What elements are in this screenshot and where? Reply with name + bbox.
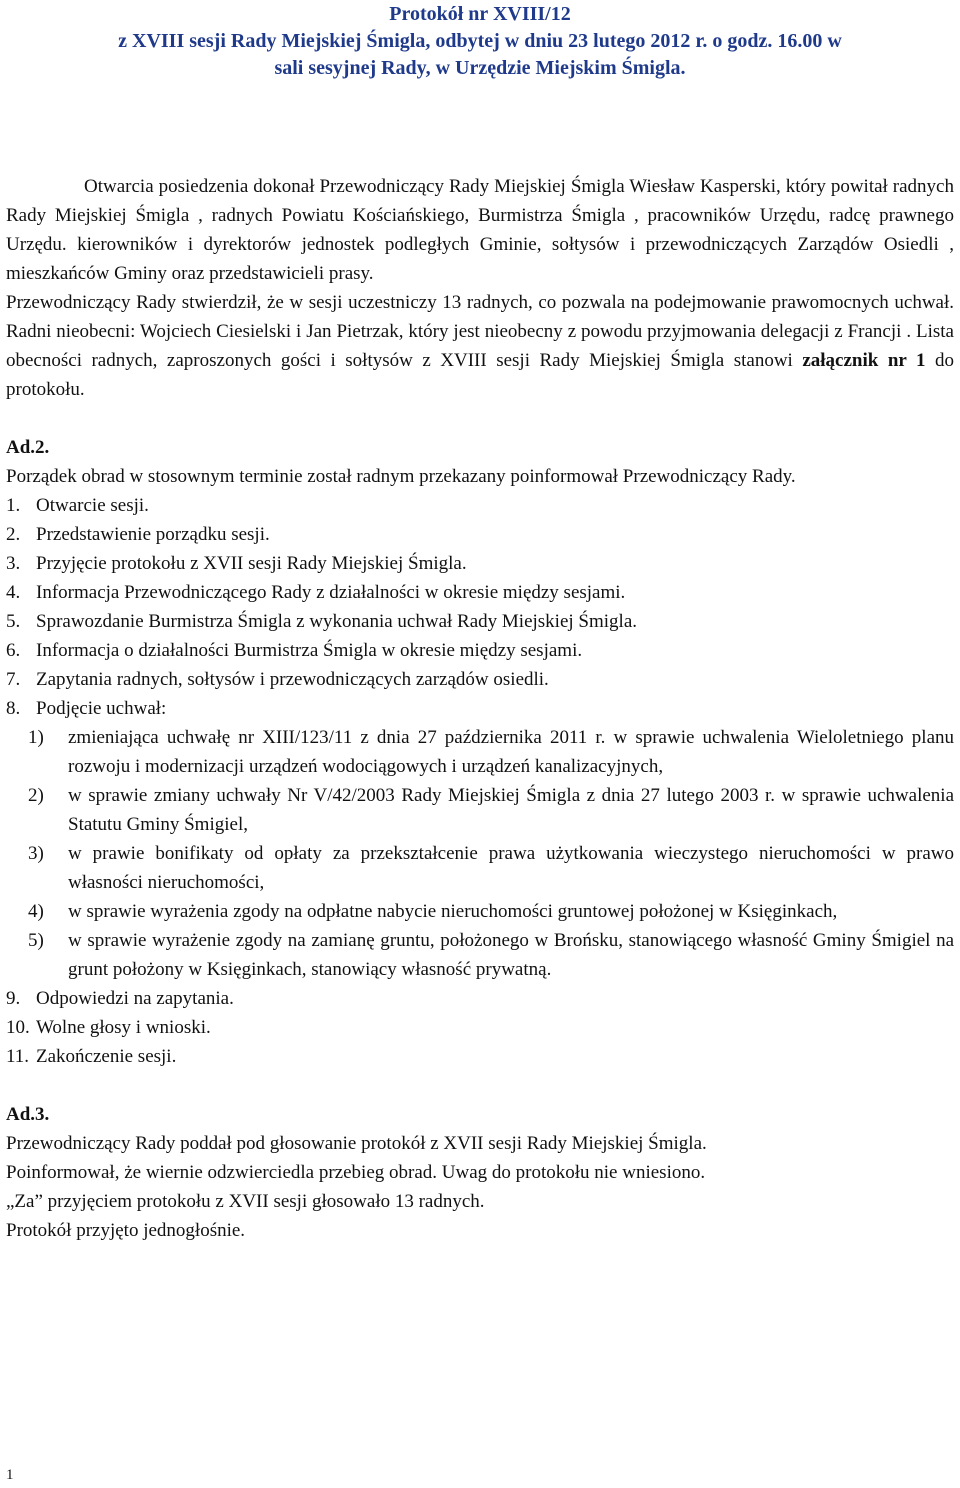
attachment-reference: załącznik nr 1 [802,350,926,371]
agenda-item: 5. Sprawozdanie Burmistrza Śmigla z wykonania uchwał Rady Miejskiej Śmigla. [6,611,638,632]
quorum-paragraph [6,288,954,404]
resolution-item: 4) w sprawie wyrażenia zgody na odpłatne nabycie nieruchomości gruntowej położonej w Księginkach, [28,901,838,922]
resolution-sublist [28,723,954,984]
ad3-line: Protokół przyjęto jednogłośnie. [6,1220,246,1241]
ad3-line: Poinformował, że wiernie odzwierciedla przebieg obrad. Uwag do protokołu nie wniesiono. [6,1162,706,1183]
spacer [6,404,954,433]
document-title [6,1,954,82]
intro-paragraph: Otwarcia posiedzenia dokonał Przewodniczący Rady Miejskiej Śmigla Wiesław Kasperski, który powitał radnych Rady Miejskiej Śmigla , radnych Powiatu Kościańskiego, Burmistrza Śmigla , pracowników Urzędu, radcę prawnego Urzędu. kierowników i dyrektorów jednostek podległych Gminie, sołtysów i przewodniczących Zarządów Osiedli , mieszkańców Gminy oraz przedstawicieli prasy. [6,176,954,284]
ad3-line: Przewodniczący Rady poddał pod głosowanie protokół z XVII sesji Rady Miejskiej Śmigla. [6,1133,707,1154]
agenda-item: 2. Przedstawienie porządku sesji. [6,524,270,545]
agenda-item: 1. Otwarcie sesji. [6,495,149,516]
agenda-item: 4. Informacja Przewodniczącego Rady z działalności w okresie między sesjami. [6,582,626,603]
title-line-3: sali sesyjnej Rady, w Urzędzie Miejskim Śmigla. [274,57,686,79]
ad2-heading: Ad.2. [6,437,50,458]
resolution-item: 3) w prawie bonifikaty od opłaty za przekształcenie prawa użytkowania wieczystego nieruchomości w prawo własności nieruchomości, [28,843,954,893]
agenda-item: 11. Zakończenie sesji. [6,1046,177,1067]
resolution-item: 2) w sprawie zmiany uchwały Nr V/42/2003 Rady Miejskiej Śmigla z dnia 27 lutego 2003 r. w sprawie uchwalenia Statutu Gminy Śmigiel, [28,785,954,835]
agenda-item: 3. Przyjęcie protokołu z XVII sesji Rady Miejskiej Śmigla. [6,553,467,574]
ad2-text: Porządek obrad w stosownym terminie został radnym przekazany poinformował Przewodniczący Rady. [6,466,796,487]
agenda-item: 9. Odpowiedzi na zapytania. [6,988,234,1009]
title-line-2: z XVIII sesji Rady Miejskiej Śmigla, odbytej w dniu 23 lutego 2012 r. o godz. 16.00 w [118,30,842,52]
spacer [6,82,954,172]
document-page [6,0,954,1245]
spacer [6,1071,954,1100]
agenda-item: 7. Zapytania radnych, sołtysów i przewodniczących zarządów osiedli. [6,669,549,690]
agenda-list [6,491,954,1071]
ad3-line: „Za” przyjęciem protokołu z XVII sesji głosowało 13 radnych. [6,1191,485,1212]
agenda-item: 10. Wolne głosy i wnioski. [6,1017,211,1038]
agenda-item: 8. Podjęcie uchwał: [6,698,167,719]
agenda-item: 6. Informacja o działalności Burmistrza Śmigla w okresie między sesjami. [6,640,583,661]
attachment-tail: do protokołu. [6,350,954,400]
resolution-item: 1) zmieniająca uchwałę nr XIII/123/11 z dnia 27 października 2011 r. w sprawie uchwalenia Wieloletniego planu rozwoju i modernizacji urządzeń wodociągowych i urządzeń kanalizacyjnych, [28,727,954,777]
page-number: 1 [6,1467,14,1483]
quorum-text: Przewodniczący Rady stwierdził, że w sesji uczestniczy 13 radnych, co pozwala na podejmowanie prawomocnych uchwał. Radni nieobecni: Wojciech Ciesielski i Jan Pietrzak, który jest nieobecny z powodu przyjmowania delegacji z Francji . Lista obecności radnych, zaproszonych gości i sołtysów z XVIII sesji Rady Miejskiej Śmigla stanowi [6,292,954,371]
title-line-1: Protokół nr XVIII/12 [389,3,571,25]
resolution-item: 5) w sprawie wyrażenie zgody na zamianę gruntu, położonego w Brońsku, stanowiącego własność Gminy Śmigiel na grunt położony w Księginkach, stanowiący własność prywatną. [28,930,954,980]
ad3-heading: Ad.3. [6,1104,50,1125]
